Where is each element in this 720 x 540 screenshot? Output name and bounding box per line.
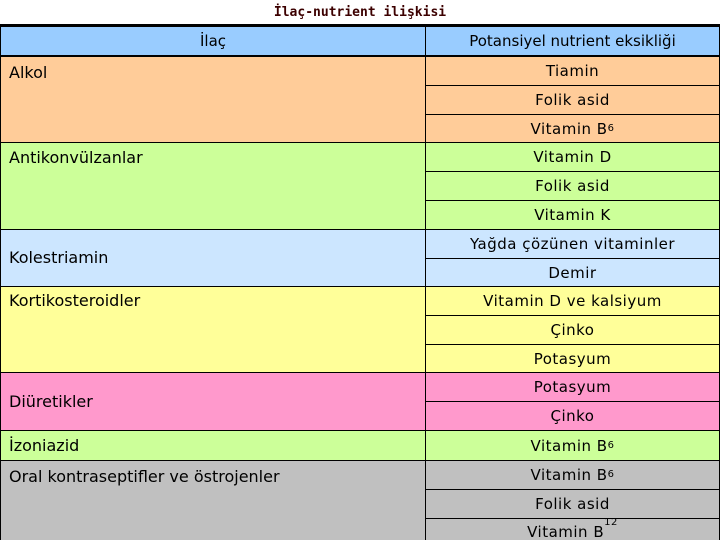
nutrient-izoniazid-1: Vitamin B 6 — [425, 430, 720, 461]
nutrient-alkol-1: Tiamin — [425, 56, 720, 86]
header-drug: İlaç — [0, 26, 426, 56]
nutrient-text: Vitamin B — [530, 119, 608, 138]
nutrient-kortikosteroid-2: Çinko — [425, 315, 720, 345]
drug-izoniazid: İzoniazid — [0, 430, 426, 461]
nutrient-alkol-2: Folik asid — [425, 85, 720, 115]
nutrient-oral-1: Vitamin B 6 — [425, 460, 720, 490]
drug-antikonvulzanlar: Antikonvülzanlar — [0, 142, 426, 230]
page-title: İlaç-nutrient ilişkisi — [0, 0, 720, 26]
drug-kortikosteroidler: Kortikosteroidler — [0, 286, 426, 373]
nutrient-kolestriamin-2: Demir — [425, 258, 720, 287]
nutrient-antikonvulzan-1: Vitamin D — [425, 142, 720, 172]
nutrient-kolestriamin-1: Yağda çözünen vitaminler — [425, 229, 720, 259]
nutrient-text: Vitamin B — [530, 466, 608, 484]
nutrient-kortikosteroid-3: Potasyum — [425, 344, 720, 373]
drug-kolestriamin: Kolestriamin — [0, 229, 426, 287]
nutrient-text: Vitamin B — [527, 523, 605, 540]
drug-alkol: Alkol — [0, 56, 426, 143]
drug-diuretikler: Diüretikler — [0, 372, 426, 431]
nutrient-alkol-3: Vitamin B 6 — [425, 114, 720, 143]
nutrient-text: Vitamin B — [530, 436, 608, 455]
nutrient-oral-3: Vitamin B 12 — [425, 518, 720, 540]
nutrient-oral-2: Folik asid — [425, 489, 720, 519]
nutrient-antikonvulzan-2: Folik asid — [425, 171, 720, 201]
drug-oral-kontraseptifler: Oral kontraseptifler ve östrojenler — [0, 460, 426, 540]
nutrient-diuretik-1: Potasyum — [425, 372, 720, 402]
nutrient-kortikosteroid-1: Vitamin D ve kalsiyum — [425, 286, 720, 316]
nutrient-antikonvulzan-3: Vitamin K — [425, 200, 720, 230]
nutrient-diuretik-2: Çinko — [425, 401, 720, 431]
header-nutrient: Potansiyel nutrient eksikliği — [425, 26, 720, 56]
